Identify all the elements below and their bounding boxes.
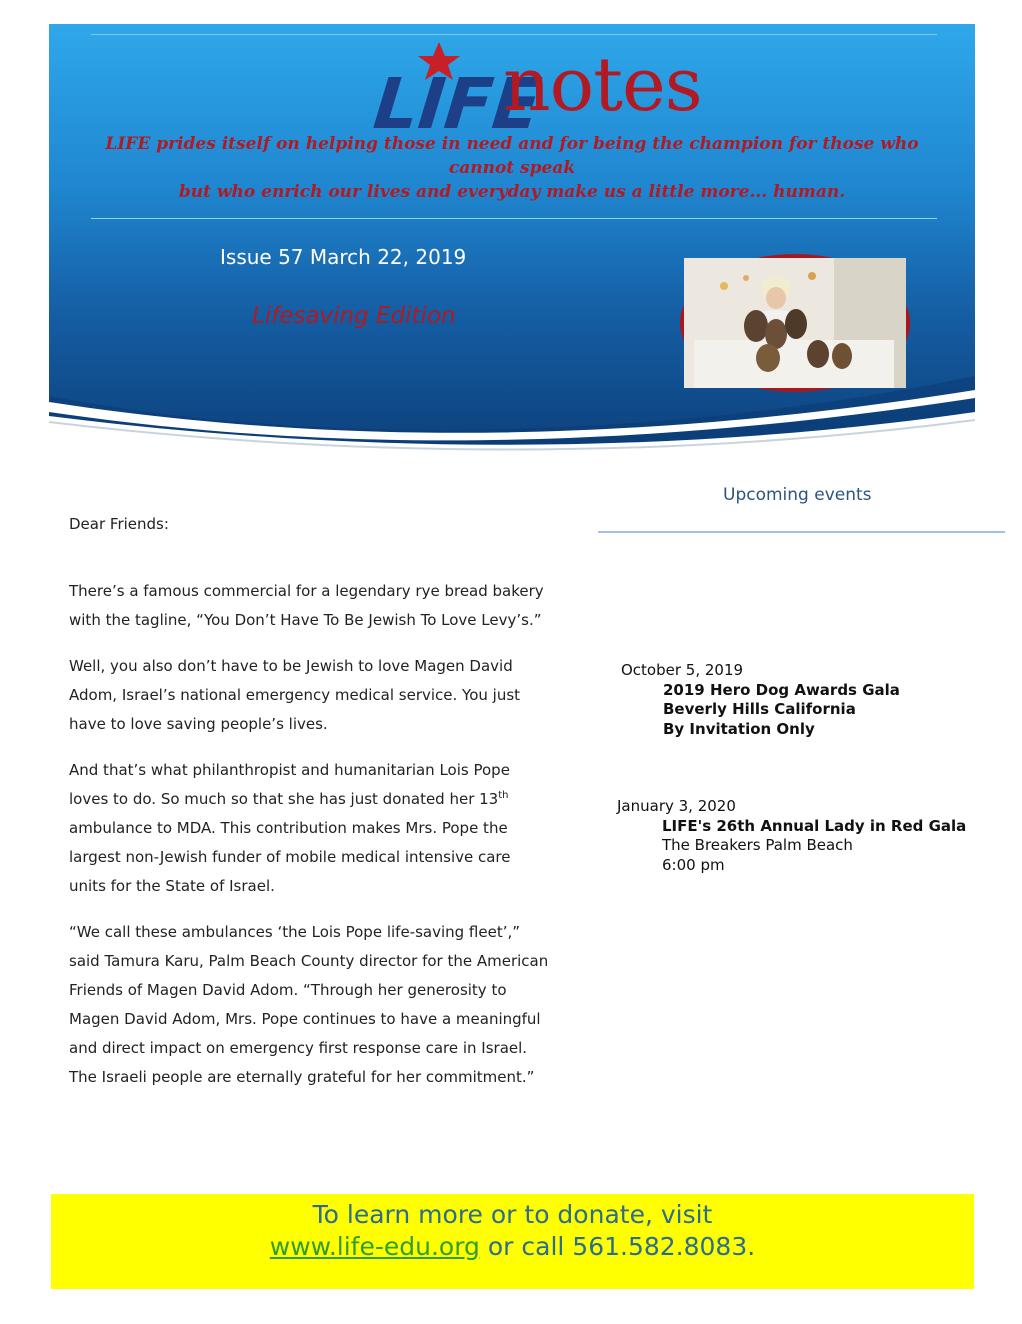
paragraph-3-part-a: And that’s what philanthropist and humanitarian Lois Pope loves to do. So much so that she has just donated her 13 bbox=[69, 761, 510, 808]
letter-paragraph-2: Well, you also don’t have to be Jewish to love Magen David Adom, Israel’s national emergency medical service. You just have to love saving people’s lives. bbox=[69, 657, 521, 733]
donate-footer bbox=[51, 1194, 974, 1289]
tagline-line1: LIFE prides itself on helping those in need and for being the champion for those who cannot speak bbox=[105, 134, 919, 178]
event-time: 6:00 pm bbox=[662, 855, 725, 874]
letter-paragraph-1: There’s a famous commercial for a legendary rye bread bakery with the tagline, “You Don’t Have To Be Jewish To Love Levy’s.” bbox=[69, 582, 544, 629]
life-notes-logo bbox=[369, 30, 739, 145]
edition-title: Lifesaving Edition bbox=[252, 303, 456, 329]
tagline bbox=[89, 132, 935, 204]
logo-notes-text: notes bbox=[503, 42, 702, 128]
event-location: The Breakers Palm Beach bbox=[662, 836, 853, 854]
header-banner bbox=[49, 24, 975, 456]
issue-date: Issue 57 March 22, 2019 bbox=[220, 245, 467, 269]
logo-life-text: LIFE bbox=[369, 63, 545, 145]
event-date: January 3, 2020 bbox=[617, 797, 736, 815]
upcoming-events-heading: Upcoming events bbox=[723, 485, 872, 505]
paragraph-3-part-b: ambulance to MDA. This contribution makes Mrs. Pope the largest non-Jewish funder of mobile medical intensive care units for the State of Israel. bbox=[69, 819, 511, 895]
letter-body bbox=[69, 510, 549, 1109]
letter-greeting: Dear Friends: bbox=[69, 515, 169, 533]
footer-line-1: To learn more or to donate, visit bbox=[312, 1200, 713, 1229]
event-location: Beverly Hills California bbox=[663, 700, 856, 718]
event-name: LIFE's 26th Annual Lady in Red Gala bbox=[662, 816, 967, 835]
tagline-line2: but who enrich our lives and everyday make us a little more... human. bbox=[178, 182, 846, 202]
event-item bbox=[621, 661, 900, 739]
event-name: 2019 Hero Dog Awards Gala bbox=[663, 680, 900, 699]
ordinal-suffix: th bbox=[498, 790, 509, 801]
event-note: By Invitation Only bbox=[663, 719, 815, 738]
event-item bbox=[617, 797, 966, 875]
letter-paragraph-3 bbox=[69, 756, 549, 901]
cover-photo bbox=[680, 254, 910, 392]
life-logo-mark bbox=[369, 40, 545, 145]
letter-paragraph-4: “We call these ambulances ‘the Lois Pope life-saving fleet’,” said Tamura Karu, Palm Beach County director for the American Friends of Magen David Adom. “Through her generosity to Magen David Adom, Mrs. Pope continues to have a meaningful and direct impact on emergency first response care in Israel. The Israeli people are eternally grateful for her commitment.” bbox=[69, 923, 549, 1086]
upcoming-events-rule bbox=[598, 531, 1005, 533]
footer-phone-text: or call 561.582.8083. bbox=[479, 1232, 756, 1261]
photo-illustration bbox=[684, 258, 906, 388]
footer-line-2 bbox=[270, 1232, 755, 1261]
event-date: October 5, 2019 bbox=[621, 661, 744, 679]
website-link[interactable]: www.life-edu.org bbox=[269, 1232, 480, 1261]
